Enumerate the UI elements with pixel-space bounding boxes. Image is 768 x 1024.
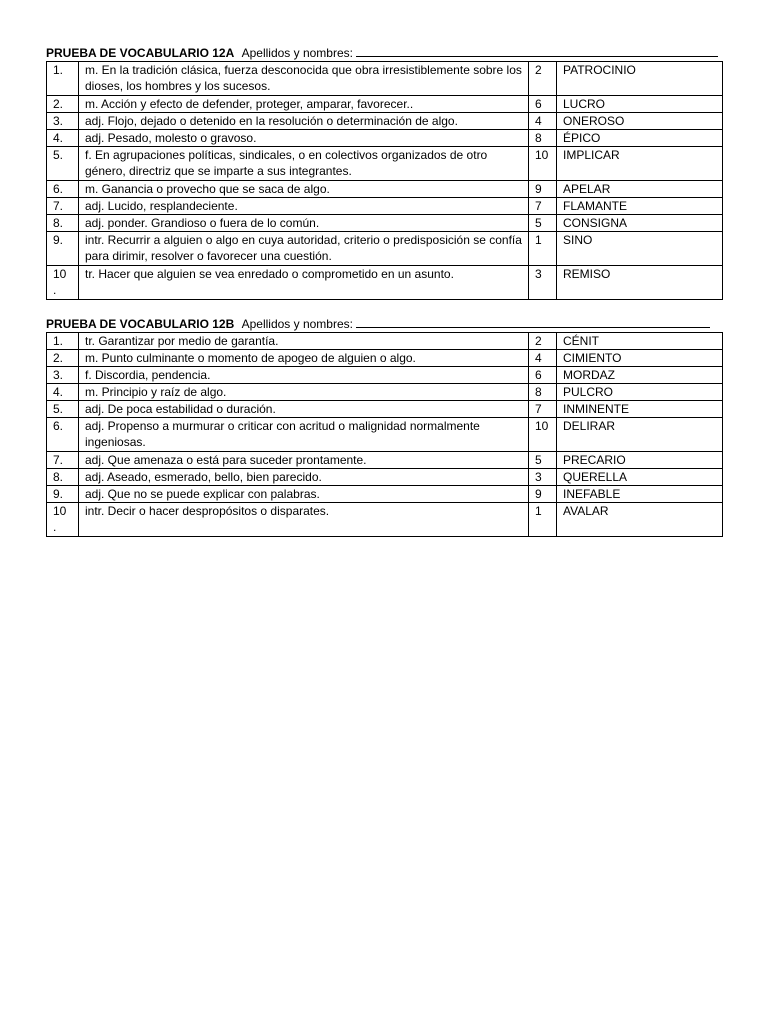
table-row bbox=[47, 486, 723, 503]
row-answer-key: 2 bbox=[529, 62, 557, 96]
row-answer-key: 7 bbox=[529, 198, 557, 215]
table-row bbox=[47, 232, 723, 266]
row-answer-key: 4 bbox=[529, 350, 557, 367]
table-row bbox=[47, 418, 723, 452]
row-answer-key: 8 bbox=[529, 130, 557, 147]
row-word: PULCRO bbox=[557, 384, 723, 401]
row-answer-key: 6 bbox=[529, 96, 557, 113]
row-number: 3. bbox=[47, 113, 79, 130]
quiz-12b-header bbox=[46, 314, 722, 332]
row-number: 3. bbox=[47, 367, 79, 384]
row-definition: m. En la tradición clásica, fuerza desconocida que obra irresistiblemente sobre los dioses, los hombres y los sucesos. bbox=[79, 62, 529, 96]
row-definition: adj. Flojo, dejado o detenido en la resolución o determinación de algo. bbox=[79, 113, 529, 130]
row-definition: adj. Que amenaza o está para suceder prontamente. bbox=[79, 452, 529, 469]
row-word: DELIRAR bbox=[557, 418, 723, 452]
row-definition: adj. Lucido, resplandeciente. bbox=[79, 198, 529, 215]
row-answer-key: 10 bbox=[529, 418, 557, 452]
row-word: CONSIGNA bbox=[557, 215, 723, 232]
quiz-12a-name-blank[interactable] bbox=[356, 43, 718, 57]
table-row bbox=[47, 147, 723, 181]
row-definition: adj. Que no se puede explicar con palabras. bbox=[79, 486, 529, 503]
table-row bbox=[47, 469, 723, 486]
row-word: CÉNIT bbox=[557, 333, 723, 350]
row-answer-key: 2 bbox=[529, 333, 557, 350]
row-word: APELAR bbox=[557, 181, 723, 198]
row-word: FLAMANTE bbox=[557, 198, 723, 215]
row-word: MORDAZ bbox=[557, 367, 723, 384]
row-answer-key: 7 bbox=[529, 401, 557, 418]
table-row bbox=[47, 350, 723, 367]
row-number: 4. bbox=[47, 130, 79, 147]
table-row bbox=[47, 198, 723, 215]
table-row bbox=[47, 367, 723, 384]
table-row bbox=[47, 384, 723, 401]
table-row bbox=[47, 266, 723, 300]
table-row bbox=[47, 503, 723, 537]
row-answer-key: 10 bbox=[529, 147, 557, 181]
quiz-12b-name-blank[interactable] bbox=[356, 314, 710, 328]
table-row bbox=[47, 181, 723, 198]
row-definition: intr. Recurrir a alguien o algo en cuya autoridad, criterio o predisposición se confía para dirimir, resolver o favorecer una cuestión. bbox=[79, 232, 529, 266]
row-answer-key: 4 bbox=[529, 113, 557, 130]
table-row bbox=[47, 113, 723, 130]
row-number: 7. bbox=[47, 452, 79, 469]
table-row bbox=[47, 130, 723, 147]
row-word: INEFABLE bbox=[557, 486, 723, 503]
row-number: 2. bbox=[47, 96, 79, 113]
row-definition: m. Acción y efecto de defender, proteger, amparar, favorecer.. bbox=[79, 96, 529, 113]
row-number: 6. bbox=[47, 418, 79, 452]
quiz-12b-title: PRUEBA DE VOCABULARIO 12B bbox=[46, 317, 235, 331]
row-definition: adj. Propenso a murmurar o criticar con acritud o malignidad normalmente ingeniosas. bbox=[79, 418, 529, 452]
row-answer-key: 5 bbox=[529, 215, 557, 232]
row-number: 4. bbox=[47, 384, 79, 401]
row-definition: adj. Aseado, esmerado, bello, bien parecido. bbox=[79, 469, 529, 486]
quiz-12a-header bbox=[46, 43, 722, 61]
row-answer-key: 3 bbox=[529, 266, 557, 300]
row-answer-key: 1 bbox=[529, 232, 557, 266]
table-row bbox=[47, 215, 723, 232]
row-word: REMISO bbox=[557, 266, 723, 300]
row-number: 8. bbox=[47, 215, 79, 232]
row-answer-key: 9 bbox=[529, 486, 557, 503]
row-definition: tr. Garantizar por medio de garantía. bbox=[79, 333, 529, 350]
table-row bbox=[47, 96, 723, 113]
row-number: 1. bbox=[47, 333, 79, 350]
row-definition: adj. Pesado, molesto o gravoso. bbox=[79, 130, 529, 147]
row-answer-key: 5 bbox=[529, 452, 557, 469]
row-word: CIMIENTO bbox=[557, 350, 723, 367]
row-answer-key: 8 bbox=[529, 384, 557, 401]
row-word: ÉPICO bbox=[557, 130, 723, 147]
row-definition: tr. Hacer que alguien se vea enredado o comprometido en un asunto. bbox=[79, 266, 529, 300]
quiz-12a bbox=[46, 43, 722, 300]
quiz-12b-name-label: Apellidos y nombres: bbox=[241, 317, 353, 331]
row-definition: f. En agrupaciones políticas, sindicales, o en colectivos organizados de otro género, directriz que se imparte a sus integrantes. bbox=[79, 147, 529, 181]
quiz-12b-table bbox=[46, 332, 723, 537]
row-number: 9. bbox=[47, 232, 79, 266]
row-definition: m. Punto culminante o momento de apogeo de alguien o algo. bbox=[79, 350, 529, 367]
row-word: IMPLICAR bbox=[557, 147, 723, 181]
row-number: 10 . bbox=[47, 503, 79, 537]
row-number: 6. bbox=[47, 181, 79, 198]
table-row bbox=[47, 401, 723, 418]
row-definition: adj. ponder. Grandioso o fuera de lo común. bbox=[79, 215, 529, 232]
row-definition: adj. De poca estabilidad o duración. bbox=[79, 401, 529, 418]
row-answer-key: 3 bbox=[529, 469, 557, 486]
quiz-12a-name-label: Apellidos y nombres: bbox=[241, 46, 353, 60]
quiz-12a-table bbox=[46, 61, 723, 300]
row-number: 5. bbox=[47, 147, 79, 181]
row-number: 1. bbox=[47, 62, 79, 96]
row-word: PATROCINIO bbox=[557, 62, 723, 96]
table-row bbox=[47, 62, 723, 96]
row-word: SINO bbox=[557, 232, 723, 266]
quiz-12b bbox=[46, 314, 722, 537]
row-definition: m. Principio y raíz de algo. bbox=[79, 384, 529, 401]
row-number: 5. bbox=[47, 401, 79, 418]
row-number: 10 . bbox=[47, 266, 79, 300]
table-row bbox=[47, 333, 723, 350]
row-number: 2. bbox=[47, 350, 79, 367]
row-answer-key: 1 bbox=[529, 503, 557, 537]
table-row bbox=[47, 452, 723, 469]
row-number: 8. bbox=[47, 469, 79, 486]
row-number: 9. bbox=[47, 486, 79, 503]
row-word: ONEROSO bbox=[557, 113, 723, 130]
row-word: AVALAR bbox=[557, 503, 723, 537]
quiz-12a-title: PRUEBA DE VOCABULARIO 12A bbox=[46, 46, 235, 60]
row-answer-key: 9 bbox=[529, 181, 557, 198]
row-definition: m. Ganancia o provecho que se saca de algo. bbox=[79, 181, 529, 198]
row-definition: intr. Decir o hacer despropósitos o disparates. bbox=[79, 503, 529, 537]
row-word: PRECARIO bbox=[557, 452, 723, 469]
row-definition: f. Discordia, pendencia. bbox=[79, 367, 529, 384]
row-answer-key: 6 bbox=[529, 367, 557, 384]
row-word: INMINENTE bbox=[557, 401, 723, 418]
row-word: QUERELLA bbox=[557, 469, 723, 486]
row-word: LUCRO bbox=[557, 96, 723, 113]
row-number: 7. bbox=[47, 198, 79, 215]
